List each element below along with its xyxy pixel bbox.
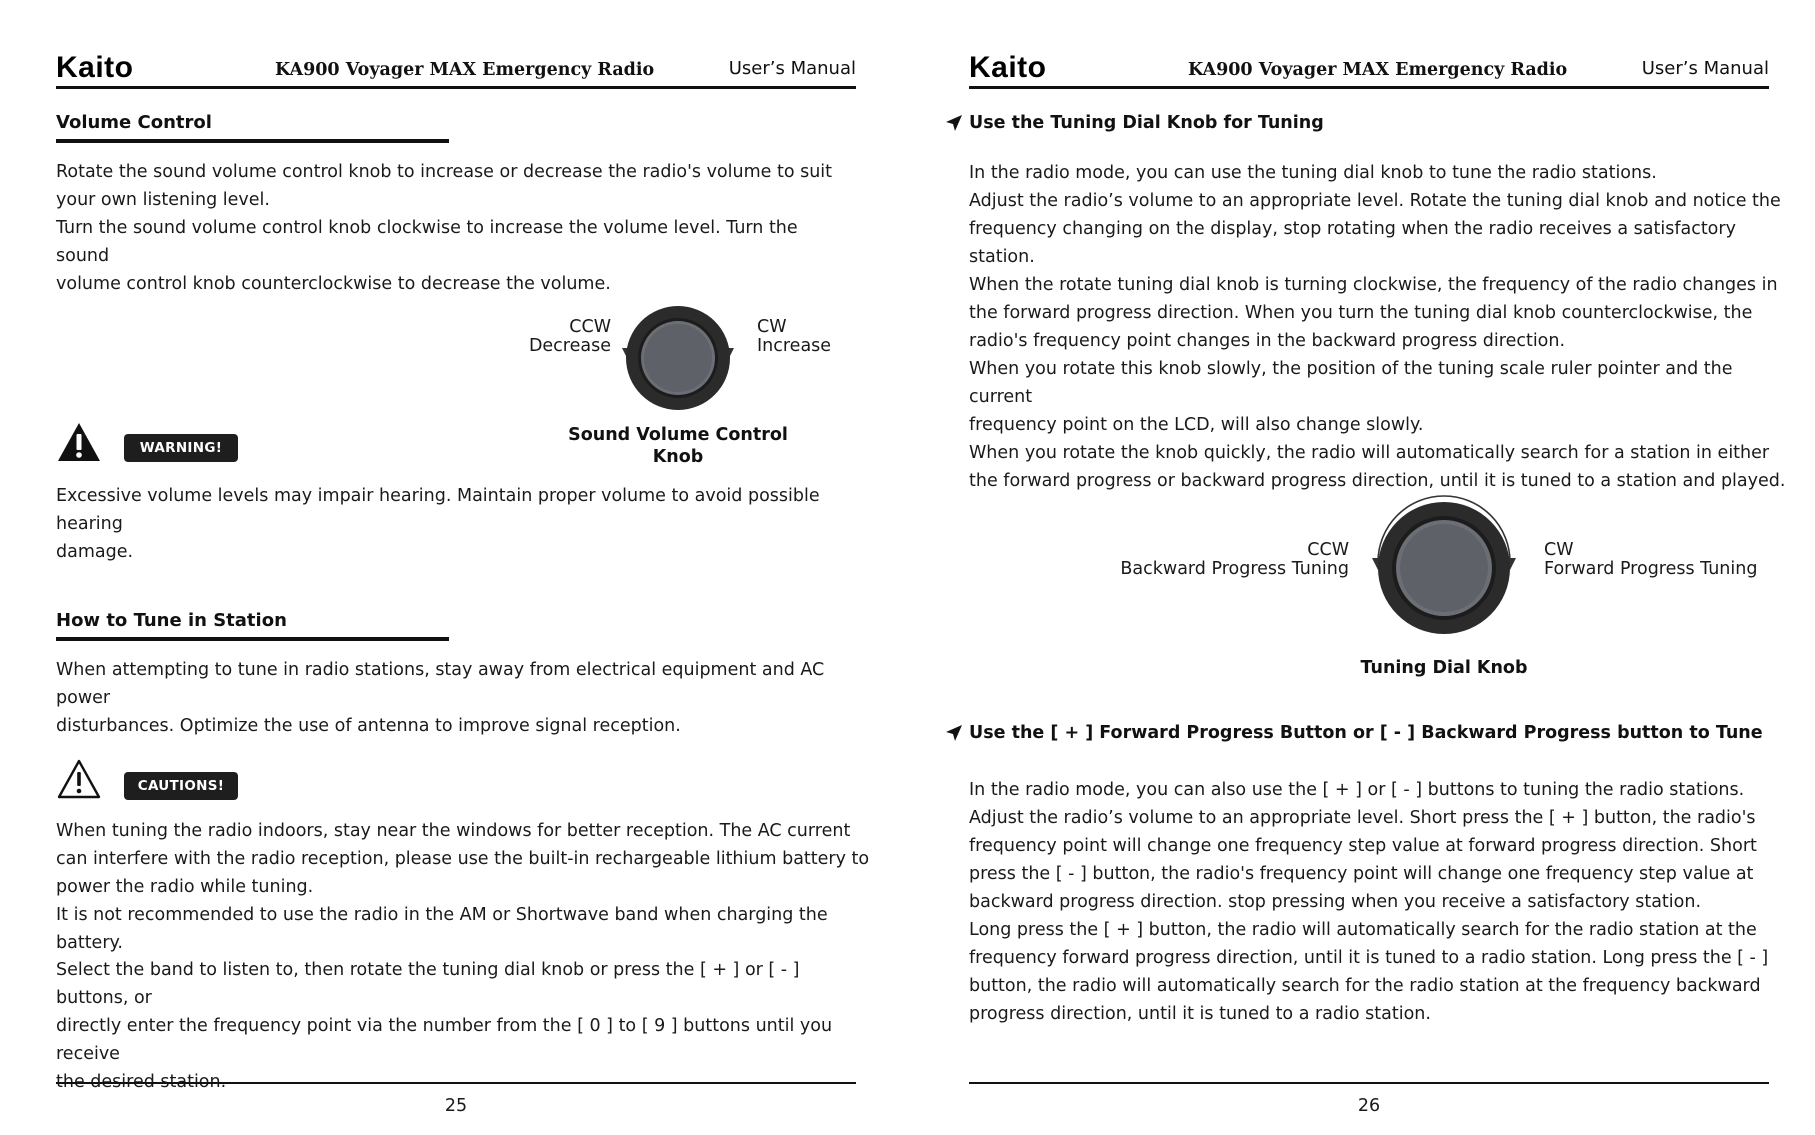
tuning-knob-icon [1364, 480, 1524, 638]
tuning-knob-caption: Tuning Dial Knob [1360, 658, 1528, 678]
knob-ccw-label [1059, 541, 1349, 579]
page-number: 26 [1357, 1096, 1381, 1116]
brand-logo: Kaito [56, 51, 134, 84]
warning-triangle-filled-icon [56, 421, 102, 463]
knob-cw-label [1544, 541, 1784, 579]
arrow-pointer-icon [945, 114, 963, 132]
dial-paragraph-2: When you rotate this knob slowly, the position of the tuning scale ruler pointer and the current frequency point on the LCD, will also change slowly. When you rotate the knob quickly, the radio will automatically search for a station in either the forward progress or backward progress direction, until it is tuned to a station and played. [969, 359, 1786, 491]
page-26 [969, 0, 1786, 1135]
warning-text: Excessive volume levels may impair hearing. Maintain proper volume to avoid possible hearing damage. [56, 486, 820, 562]
knob-ccw-label [466, 318, 611, 356]
footer-rule [969, 1082, 1769, 1084]
warning-badge: WARNING! [124, 434, 238, 462]
page-header [969, 52, 1769, 89]
footer-rule [56, 1082, 856, 1084]
page-header [56, 52, 856, 89]
volume-knob-icon [608, 288, 748, 414]
knob-cw-label [757, 318, 897, 356]
tune-station-heading: How to Tune in Station [56, 610, 449, 641]
ccw-subtext: Backward Progress Tuning [1120, 559, 1349, 579]
volume-knob-caption: Sound Volume Control Knob [568, 425, 788, 467]
ccw-text: CCW [569, 317, 611, 337]
caution-text: When tuning the radio indoors, stay near the windows for better reception. The AC current can interfere with the radio reception, please use the built-in rechargeable lithium battery to power the radio while tuning. It is not recommended to use the radio in the AM or Shortwave band when charging the battery. [56, 821, 870, 953]
caution-triangle-outline-icon [56, 758, 102, 800]
tune-station-paragraph: When attempting to tune in radio stations, stay away from electrical equipment and AC power disturbances. Optimize the use of antenna to improve signal reception. [56, 660, 825, 736]
ccw-text: CCW [1307, 540, 1349, 560]
document-title: KA900 Voyager MAX Emergency Radio [1188, 60, 1568, 80]
caution-badge: CAUTIONS! [124, 772, 238, 800]
button-section-heading: Use the [ + ] Forward Progress Button or [ - ] Backward Progress button to Tune [969, 723, 1763, 743]
cw-subtext: Forward Progress Tuning [1544, 559, 1758, 579]
dial-paragraph-1: In the radio mode, you can use the tuning dial knob to tune the radio stations. Adjust the radio’s volume to an appropriate level. Rotate the tuning dial knob and notice the frequency changing on the display, stop rotating when the radio receives a satisfactory station. When the rotate tuning dial knob is turning clockwise, the frequency of the radio changes in the forward progress direction. When you turn the tuning dial knob counterclockwise, the radio's frequency point changes in the backward progress direction. [969, 163, 1781, 351]
document-title: KA900 Voyager MAX Emergency Radio [275, 60, 655, 80]
button-section-paragraph: In the radio mode, you can also use the [ + ] or [ - ] buttons to tuning the radio stations. Adjust the radio’s volume to an appropriate level. Short press the [ + ] button, the radio's frequency point will change one frequency step value at forward progress direction. Short press the [ - ] button, the radio's frequency point will change one frequency step value at backward progress direction. stop pressing when you receive a satisfactory station. Long press the [ + ] button, the radio will automatically search for the radio station at the frequency forward progress direction, until it is tuned to a radio station. Long press the [ - ] button, the radio will automatically search for the radio station at the frequency backward progress direction, until it is tuned to a radio station. [969, 780, 1769, 1024]
page-25 [56, 0, 870, 1135]
cw-text: CW [757, 317, 787, 337]
select-band-text: Select the band to listen to, then rotate the tuning dial knob or press the [ + ] or [ - ] buttons, or directly enter the frequency point via the number from the [ 0 ] to [ 9 ] buttons until you receive the desired station. [56, 960, 833, 1092]
manual-label: User’s Manual [728, 58, 856, 79]
dial-section-heading: Use the Tuning Dial Knob for Tuning [969, 113, 1324, 133]
cw-text: CW [1544, 540, 1574, 560]
manual-label: User’s Manual [1641, 58, 1769, 79]
brand-logo: Kaito [969, 51, 1047, 84]
volume-control-paragraph: Rotate the sound volume control knob to increase or decrease the radio's volume to suit your own listening level. Turn the sound volume control knob clockwise to increase the volume level. Turn the sound volume control knob counterclockwise to decrease the volume. [56, 162, 833, 294]
cw-subtext: Increase [757, 336, 832, 356]
ccw-subtext: Decrease [528, 336, 611, 356]
arrow-pointer-icon [945, 724, 963, 742]
page-number: 25 [444, 1096, 468, 1116]
volume-control-heading: Volume Control [56, 112, 449, 143]
